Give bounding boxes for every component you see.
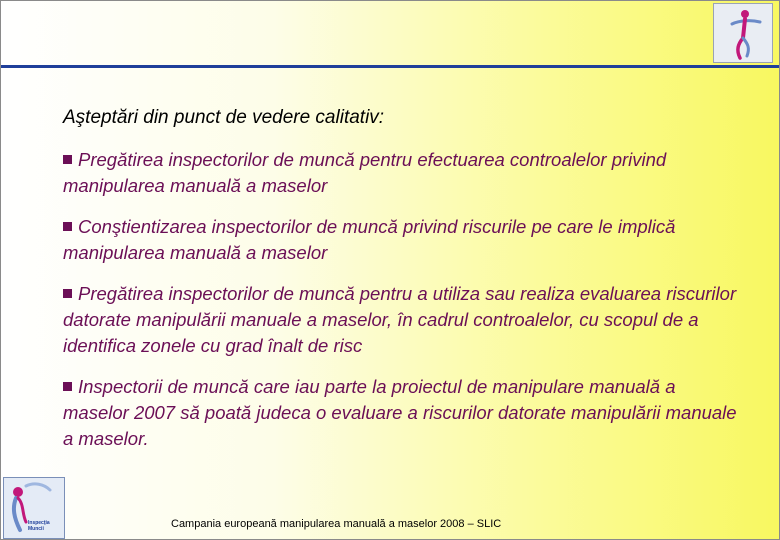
bullet-item: [63, 214, 743, 266]
square-bullet-icon: [63, 289, 72, 298]
bullet-text: Pregătirea inspectorilor de muncă pentru efectuarea controalelor privind manipularea manuală a maselor: [63, 149, 667, 196]
bullet-text: Conştientizarea inspectorilor de muncă privind riscurile pe care le implică manipularea manuală a maselor: [63, 216, 676, 263]
header-divider: [1, 65, 780, 68]
campaign-figure-icon: [3, 477, 65, 539]
campaign-logo-text: Inspecţia Muncii: [28, 520, 50, 532]
square-bullet-icon: [63, 222, 72, 231]
square-bullet-icon: [63, 155, 72, 164]
bullet-item: [63, 374, 743, 452]
bullet-item: [63, 147, 743, 199]
bullet-item: [63, 281, 743, 359]
square-bullet-icon: [63, 382, 72, 391]
slide-heading: Aşteptări din punct de vedere calitativ:: [63, 107, 385, 128]
bullet-text: Pregătirea inspectorilor de muncă pentru a utiliza sau realiza evaluarea riscurilor datorate manipulării manuale a maselor, în cadrul controalelor, cu scopul de a identifica zonele cu grad înalt de risc: [63, 283, 737, 356]
bullet-text: Inspectorii de muncă care iau parte la proiectul de manipulare manuală a maselor 2007 să poată judeca o evaluare a riscurilor datorate manipulării manuale a maselor.: [63, 376, 737, 449]
slide-footer: Campania europeană manipularea manuală a maselor 2008 – SLIC: [171, 518, 502, 530]
bullet-list: [63, 147, 743, 467]
running-person-icon: [713, 3, 773, 63]
